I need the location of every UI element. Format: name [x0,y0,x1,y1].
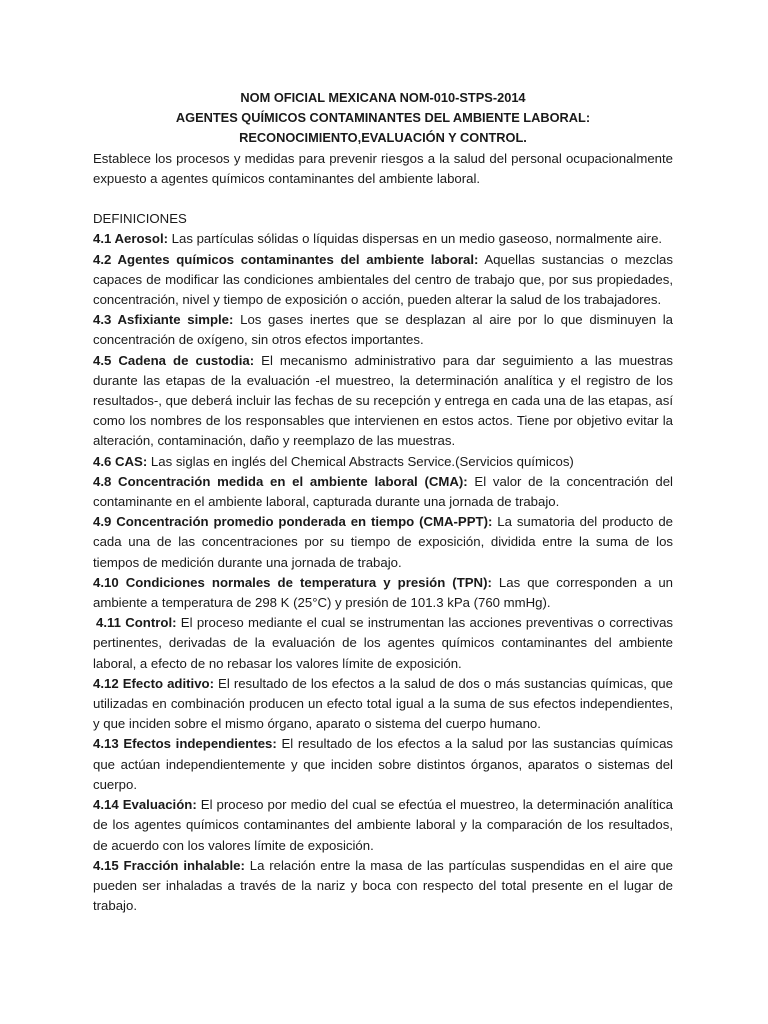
definition-term: 4.8 Concentración medida en el ambiente laboral (CMA): [93,473,468,489]
definition-term: 4.2 Agentes químicos contaminantes del ambiente laboral: [93,251,479,267]
definition-text: El valor de la concentración del contaminante en el ambiente laboral, capturada durante una jornada de trabajo. [93,473,673,510]
definition-term: 4.3 Asfixiante simple: [93,312,234,328]
document-content [93,88,673,916]
definition-text: El mecanismo administrativo para dar seguimiento a las muestras durante las etapas de la evaluación -el muestreo, la determinación analítica y el registro de los resultados-, que deberá incluir las fechas de su recepción y entrega en cada una de las etapas, así como los nombres de los responsables que intervienen en estos actos. Tiene por objetivo evitar la alteración, contaminación, daño y reemplazo de las muestras. [93,352,673,449]
definition-text: Las que corresponden a un ambiente a temperatura de 298 K (25°C) y presión de 101.3 kPa (760 mmHg). [93,574,673,611]
definition-text: Las partículas sólidas o líquidas dispersas en un medio gaseoso, normalmente aire. [168,231,663,247]
definition-text: La relación entre la masa de las partículas suspendidas en el aire que pueden ser inhaladas a través de la nariz y boca con respecto del total presente en el lugar de trabajo. [93,857,674,914]
definition-text: El resultado de los efectos a la salud por las sustancias químicas que actúan independientemente y que inciden sobre distintos órganos, aparatos o sistemas del cuerpo. [93,736,674,792]
definition-term: 4.12 Efecto aditivo: [93,675,214,691]
document-title-line-2: AGENTES QUÍMICOS CONTAMINANTES DEL AMBIENTE LABORAL: [175,110,591,126]
definition-text: Aquellas sustancias o mezclas capaces de modificar las condiciones ambientales del centro de trabajo que, por sus propiedades, concentración, nivel y tiempo de exposición o acción, pueden alterar la salud de los trabajadores. [93,251,673,308]
definition-4-15 [93,856,673,917]
definition-4-13 [93,734,673,795]
definition-4-6 [93,452,673,472]
definition-4-12 [93,674,673,735]
definition-term: 4.5 Cadena de custodia: [93,352,255,368]
definition-4-2 [93,250,673,311]
definition-4-14 [93,795,673,856]
definition-4-8 [93,472,673,512]
definition-term: 4.1 Aerosol: [93,231,168,247]
definition-text: Los gases inertes que se desplazan al aire por lo que disminuyen la concentración de oxígeno, sin otros efectos importantes. [93,312,673,348]
definition-text: El proceso mediante el cual se instrumentan las acciones preventivas o correctivas pertinentes, derivadas de la evaluación de los agentes químicos contaminantes del ambiente laboral, a efecto de no rebasar los valores límite de exposición. [93,615,673,671]
definition-4-3 [93,310,673,350]
definition-term: 4.9 Concentración promedio ponderada en tiempo (CMA-PPT): [93,514,493,530]
definition-4-9 [93,512,673,573]
definition-term: 4.10 Condiciones normales de temperatura y presión (TPN): [93,574,492,590]
definition-term: 4.14 Evaluación: [93,797,197,813]
definition-4-1 [93,229,673,249]
definition-text: Las siglas en inglés del Chemical Abstracts Service.(Servicios químicos) [147,453,574,469]
definition-term: 4.6 CAS: [93,453,148,469]
definition-4-5 [93,351,673,452]
definition-term: 4.11 Control: [96,615,177,631]
document-title-line-1: NOM OFICIAL MEXICANA NOM-010-STPS-2014 [240,90,526,105]
definition-text: El resultado de los efectos a la salud de dos o más sustancias químicas, que utilizadas en combinación producen un efecto total igual a la suma de sus efectos independientes, y que inciden sobre el mismo órgano, aparato o sistema del cuerpo humano. [93,675,673,732]
document-title-line-3: RECONOCIMIENTO,EVALUACIÓN Y CONTROL. [239,130,527,146]
definition-text: La sumatoria del producto de cada una de las concentraciones por su tiempo de exposición, dividida entre la suma de los tiempos de medición durante una jornada de trabajo. [93,514,673,570]
definition-term: 4.13 Efectos independientes: [93,736,277,752]
definition-text: El proceso por medio del cual se efectúa el muestreo, la determinación analítica de los agentes químicos contaminantes del ambiente laboral y la comparación de los resultados, de acuerdo con los valores límite de exposición. [93,797,673,853]
section-heading-definiciones: DEFINICIONES [93,211,187,227]
definition-4-10 [93,573,673,613]
definition-term: 4.15 Fracción inhalable: [93,857,245,873]
definition-4-11 [93,613,673,674]
intro-paragraph: Establece los procesos y medidas para prevenir riesgos a la salud del personal ocupacionalmente expuesto a agentes químicos contaminantes del ambiente laboral. [93,150,673,186]
